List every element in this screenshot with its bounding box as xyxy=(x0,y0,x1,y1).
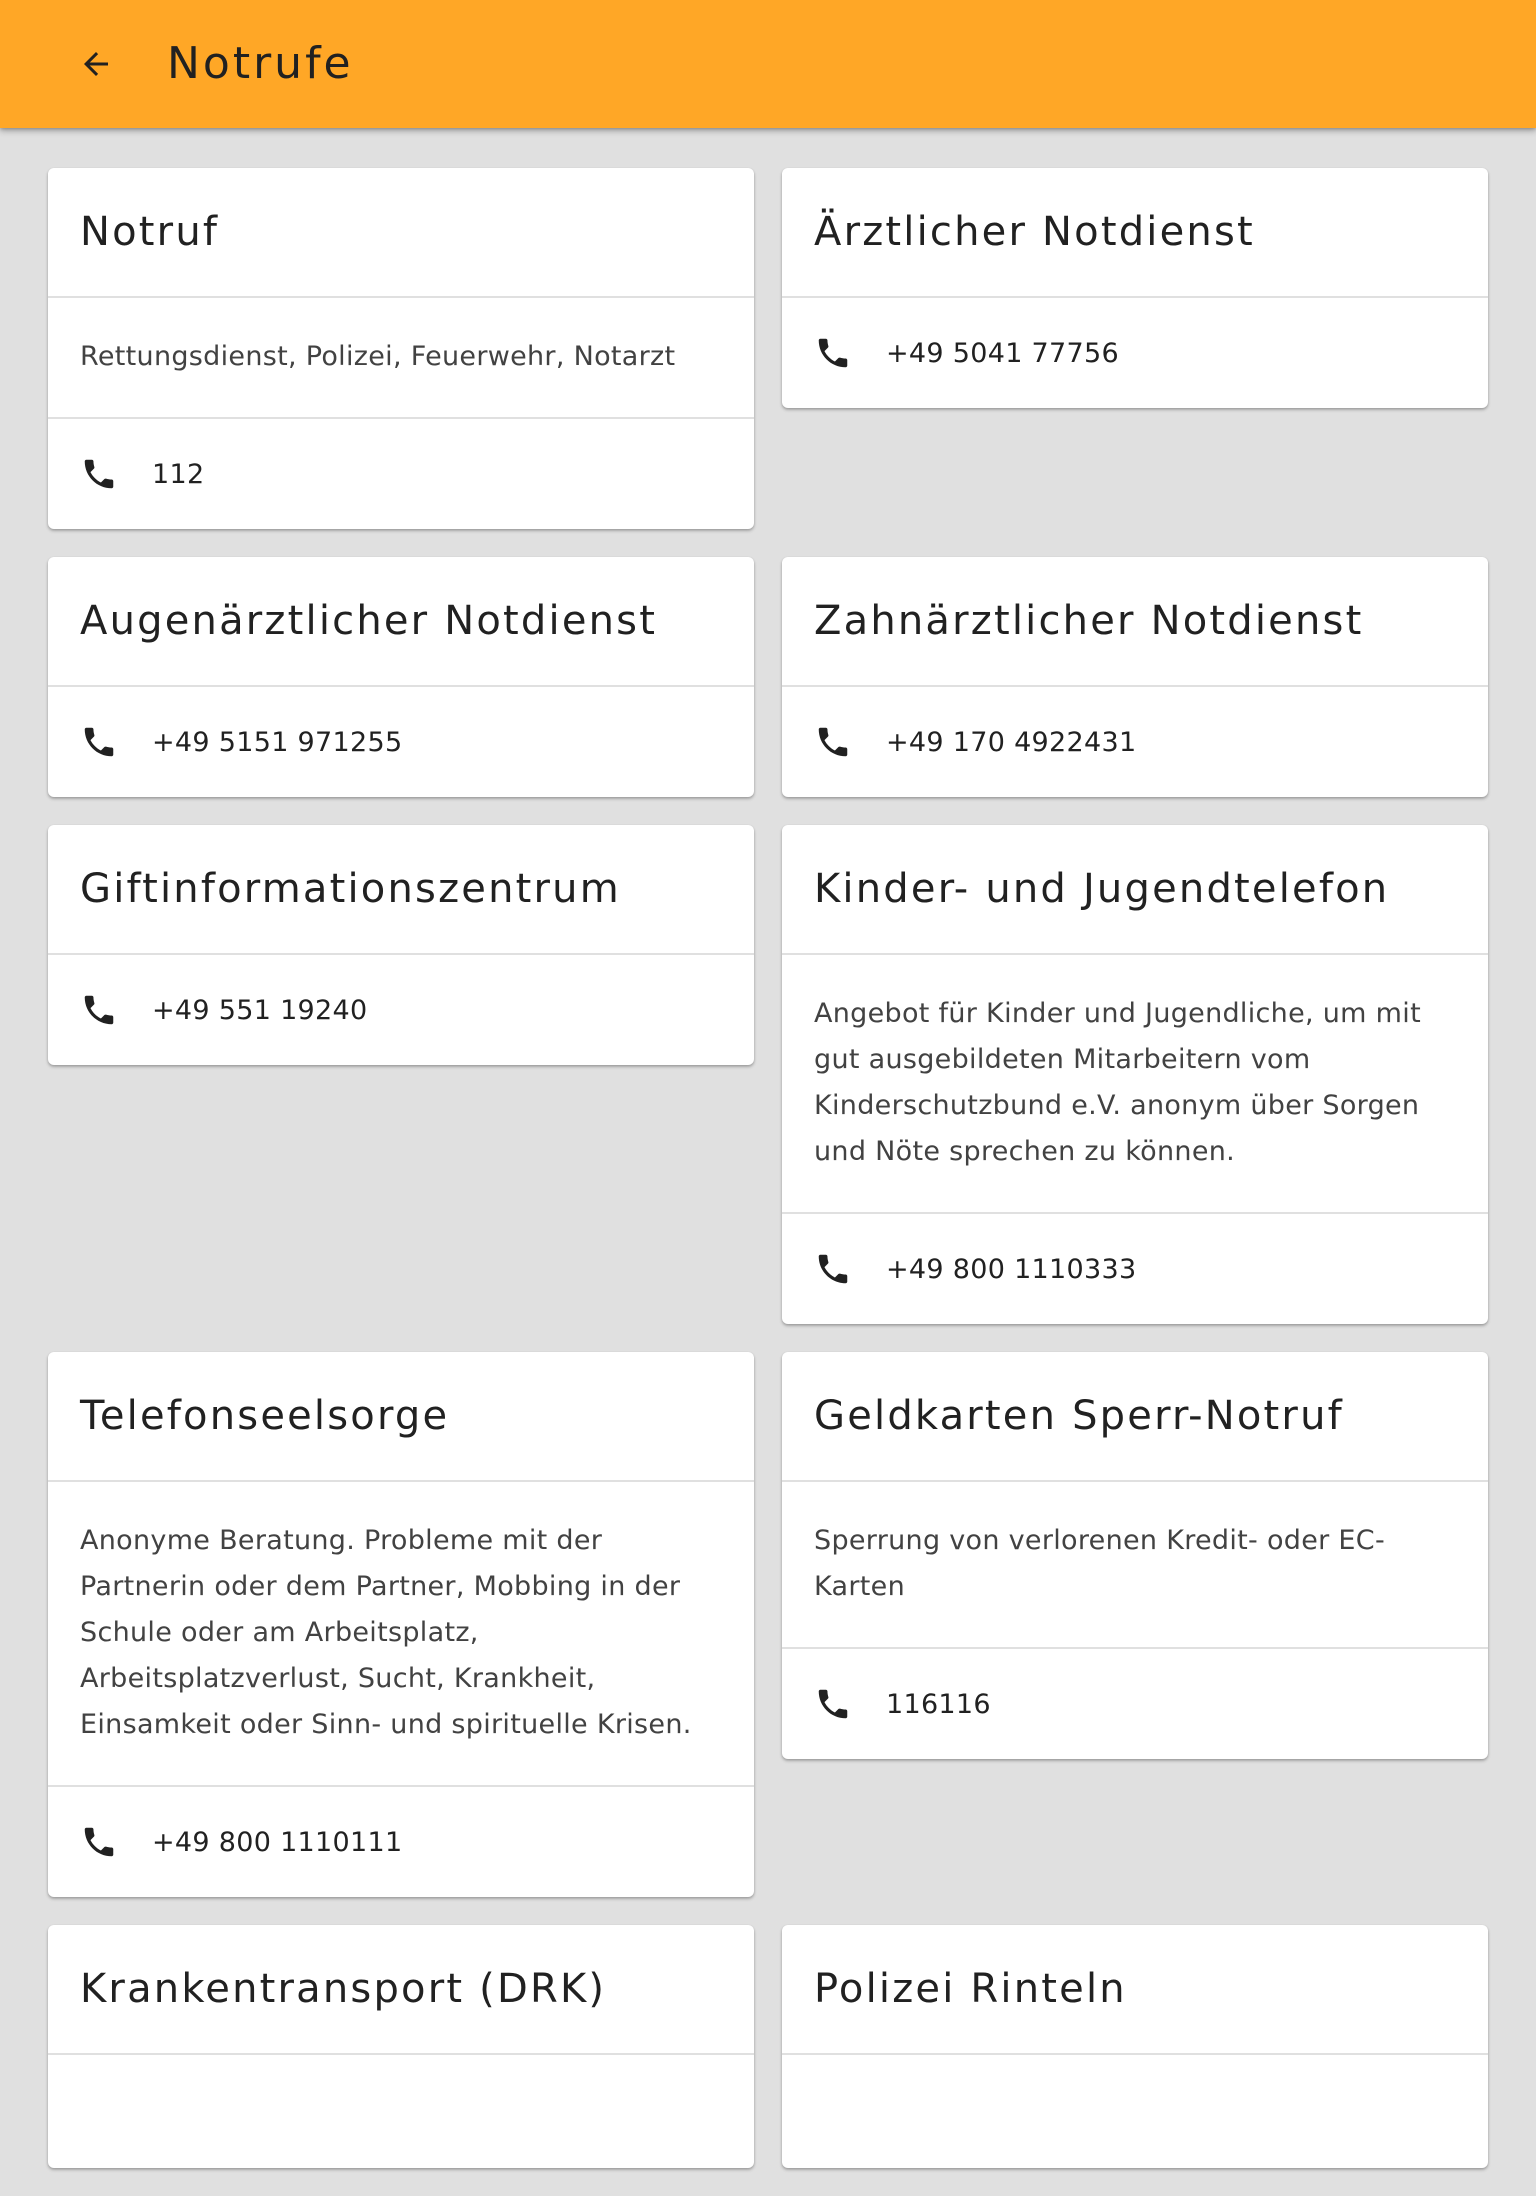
phone-icon xyxy=(80,723,118,761)
card-aerztlicher-notdienst xyxy=(782,168,1488,408)
back-button[interactable] xyxy=(64,32,128,96)
card-row xyxy=(48,1352,1488,1897)
phone-number: +49 800 1110333 xyxy=(886,1253,1137,1285)
phone-icon xyxy=(80,1823,118,1861)
card-row xyxy=(48,557,1488,797)
card-title: Geldkarten Sperr-Notruf xyxy=(814,1393,1344,1439)
card-augenaerztlicher-notdienst xyxy=(48,557,754,797)
phone-call-link[interactable] xyxy=(782,296,1488,408)
phone-number: +49 5041 77756 xyxy=(886,337,1119,369)
card-description: Angebot für Kinder und Jugendliche, um mit gut ausgebildeten Mitarbeitern vom Kinderschutzbund e.V. anonym über Sorgen und Nöte sprechen zu können. xyxy=(782,953,1488,1212)
phone-call-link[interactable] xyxy=(48,685,754,797)
card-title: Krankentransport (DRK) xyxy=(80,1966,607,2012)
phone-call-link[interactable] xyxy=(782,1212,1488,1324)
card-description: Sperrung von verlorenen Kredit- oder EC-Karten xyxy=(782,1480,1488,1647)
card-title: Ärztlicher Notdienst xyxy=(814,209,1255,255)
card-kinder-und-jugendtelefon xyxy=(782,825,1488,1324)
phone-number: 112 xyxy=(152,458,205,490)
page-title: Notrufe xyxy=(167,38,354,89)
card-title: Augenärztlicher Notdienst xyxy=(80,598,658,644)
phone-icon xyxy=(814,334,852,372)
phone-call-link[interactable] xyxy=(782,685,1488,797)
card-geldkarten-sperr-notruf xyxy=(782,1352,1488,1759)
phone-call-link[interactable] xyxy=(48,417,754,529)
phone-icon xyxy=(80,455,118,493)
card-giftinformationszentrum xyxy=(48,825,754,1065)
phone-icon xyxy=(814,1685,852,1723)
phone-number: +49 170 4922431 xyxy=(886,726,1137,758)
phone-number: +49 800 1110111 xyxy=(152,1826,403,1858)
card-description xyxy=(782,2053,1488,2168)
phone-number: +49 551 19240 xyxy=(152,994,368,1026)
app-bar xyxy=(0,0,1536,128)
card-title: Polizei Rinteln xyxy=(814,1966,1127,2012)
phone-number: +49 5151 971255 xyxy=(152,726,403,758)
arrow-back-icon xyxy=(78,46,114,82)
phone-call-link[interactable] xyxy=(48,1785,754,1897)
emergency-card-grid xyxy=(48,168,1488,2196)
phone-call-link[interactable] xyxy=(782,1647,1488,1759)
phone-call-link[interactable] xyxy=(48,953,754,1065)
card-title: Notruf xyxy=(80,209,220,255)
card-description xyxy=(48,2053,754,2168)
card-description: Rettungsdienst, Polizei, Feuerwehr, Notarzt xyxy=(48,296,754,417)
card-title: Zahnärztlicher Notdienst xyxy=(814,598,1364,644)
phone-icon xyxy=(80,991,118,1029)
card-zahnaerztlicher-notdienst xyxy=(782,557,1488,797)
card-row xyxy=(48,168,1488,529)
card-title: Telefonseelsorge xyxy=(80,1393,450,1439)
card-row xyxy=(48,825,1488,1324)
phone-number: 116116 xyxy=(886,1688,991,1720)
phone-icon xyxy=(814,1250,852,1288)
phone-icon xyxy=(814,723,852,761)
card-telefonseelsorge xyxy=(48,1352,754,1897)
card-title: Giftinformationszentrum xyxy=(80,866,621,912)
card-title: Kinder- und Jugendtelefon xyxy=(814,866,1390,912)
card-notruf xyxy=(48,168,754,529)
card-description: Anonyme Beratung. Probleme mit der Partnerin oder dem Partner, Mobbing in der Schule oder am Arbeitsplatz, Arbeitsplatzverlust, Sucht, Krankheit, Einsamkeit oder Sinn- und spirituelle Krisen. xyxy=(48,1480,754,1785)
